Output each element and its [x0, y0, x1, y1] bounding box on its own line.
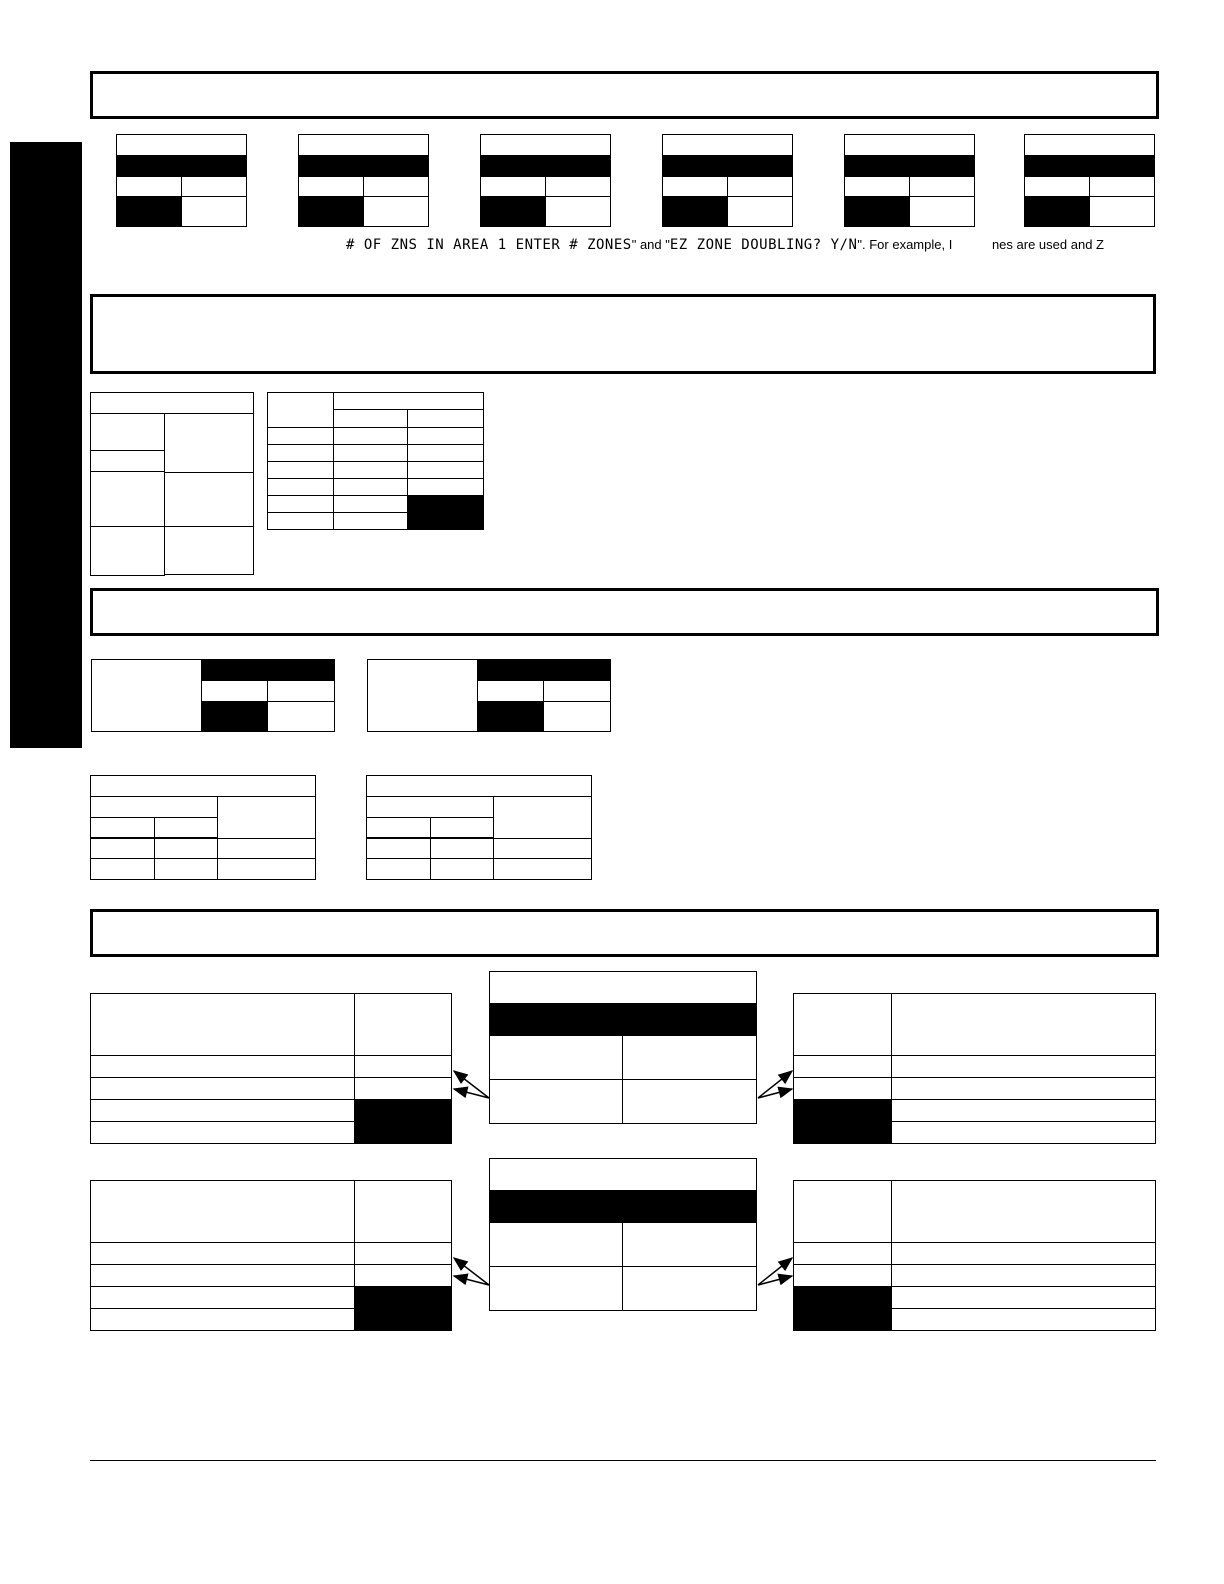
lcd-prompt-zones: # OF ZNS IN AREA 1 ENTER # ZONES — [346, 237, 632, 253]
lcd-prompt-doubling: EZ ZONE DOUBLING? Y/N — [669, 237, 858, 253]
note-tail-2: nes are used and Z — [991, 237, 1104, 252]
note-connector: " and " — [631, 237, 670, 252]
note-tail: ". For example, I — [857, 237, 953, 252]
footer-rule — [90, 1460, 1156, 1461]
